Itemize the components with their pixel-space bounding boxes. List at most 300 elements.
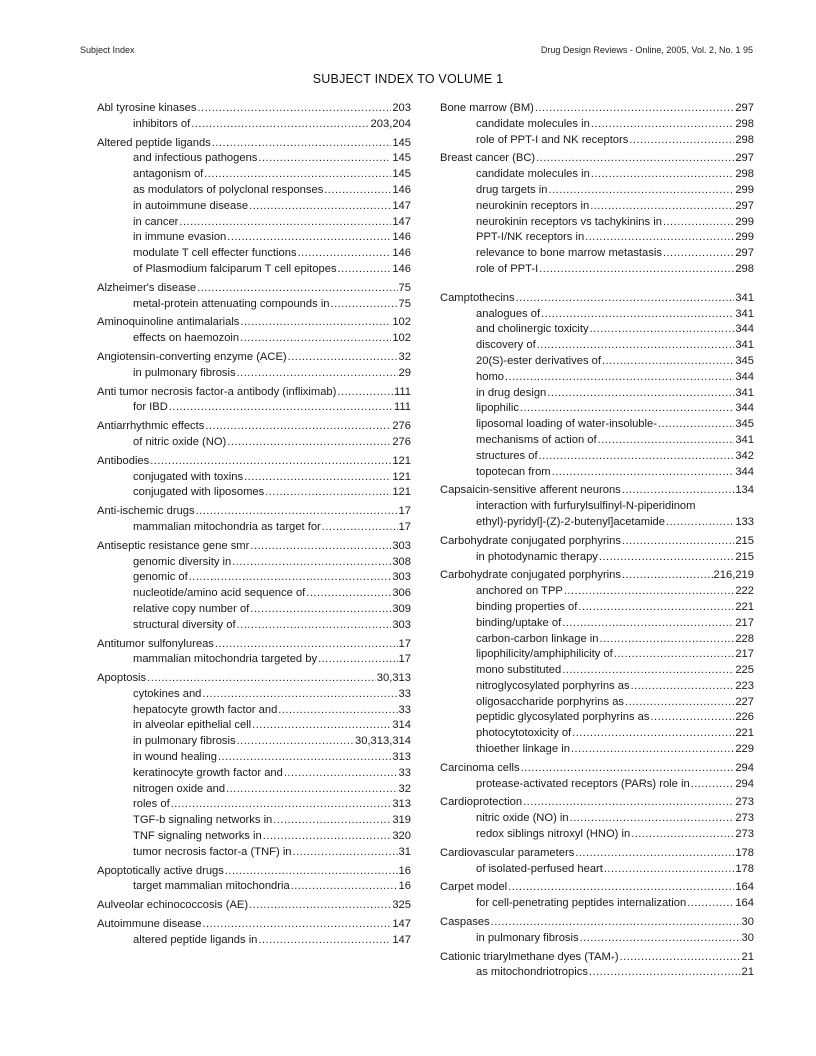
dot-leader <box>225 864 398 880</box>
page-numbers: 178 <box>735 862 754 875</box>
index-subentry <box>440 584 754 600</box>
subentry-term: peptidic glycosylated porphyrins as <box>476 711 650 724</box>
index-subentry <box>97 933 411 949</box>
dot-leader <box>591 117 735 133</box>
dot-leader <box>516 291 735 307</box>
index-group <box>97 454 411 501</box>
index-subentry <box>440 246 754 262</box>
dot-leader <box>625 695 734 711</box>
entry-term: Autoimmune disease <box>97 918 202 931</box>
page-numbers: 121 <box>392 470 411 483</box>
index-entry <box>440 151 754 167</box>
page-numbers: 121 <box>392 454 411 467</box>
index-group <box>97 637 411 669</box>
dot-leader <box>591 167 735 183</box>
subentry-term: candidate molecules in <box>476 168 590 181</box>
subentry-term: anchored on TPP <box>476 585 563 598</box>
dot-leader <box>198 101 392 117</box>
dot-leader <box>578 600 734 616</box>
index-entry <box>97 419 411 435</box>
dot-leader <box>599 550 734 566</box>
entry-term: Antibodies <box>97 454 150 467</box>
subentry-term: conjugated with liposomes <box>133 486 265 499</box>
page-numbers: 297 <box>735 152 754 165</box>
dot-leader <box>169 400 393 416</box>
dot-leader <box>171 797 392 813</box>
page-numbers: 111 <box>393 385 411 398</box>
entry-term: Alzheimer's disease <box>97 281 197 294</box>
index-subentry <box>97 829 411 845</box>
index-group <box>97 419 411 451</box>
page-numbers: 32 <box>398 350 411 363</box>
dot-leader <box>598 433 735 449</box>
page-numbers: 31 <box>398 845 411 858</box>
dot-leader <box>324 183 391 199</box>
index-entry <box>97 504 411 520</box>
index-subentry <box>440 695 754 711</box>
dot-leader <box>278 703 397 719</box>
index-subentry <box>97 734 411 750</box>
entry-term: Aulveolar echinococcosis (AE) <box>97 899 249 912</box>
page-numbers: 30 <box>741 931 754 944</box>
index-group <box>97 101 411 133</box>
index-subentry <box>440 199 754 215</box>
subentry-term: oligosaccharide porphyrins as <box>476 695 625 708</box>
subentry-term: in pulmonary fibrosis <box>133 366 236 379</box>
page-numbers: 314 <box>392 719 411 732</box>
index-subentry <box>97 602 411 618</box>
page-numbers: 276 <box>392 435 411 448</box>
subentry-term: relative copy number of <box>133 602 250 615</box>
index-subentry <box>97 879 411 895</box>
dot-leader <box>589 965 741 981</box>
page-numbers: 308 <box>392 555 411 568</box>
dot-leader <box>237 618 392 634</box>
dot-leader <box>306 586 391 602</box>
subentry-term: as mitochondriotropics <box>476 966 588 979</box>
page-numbers: 203,204 <box>370 117 411 130</box>
subentry-term: neurokinin receptors in <box>476 199 590 212</box>
dot-leader <box>212 136 392 152</box>
dot-leader <box>663 215 734 231</box>
index-group <box>97 281 411 313</box>
index-subentry <box>97 297 411 313</box>
index-subentry <box>97 766 411 782</box>
subentry-term: mammalian mitochondria as target for <box>133 520 321 533</box>
dot-leader <box>536 151 734 167</box>
page-numbers: 21 <box>741 966 754 979</box>
page-numbers: 294 <box>735 761 754 774</box>
subentry-term: of Plasmodium falciparum T cell epitopes <box>133 262 337 275</box>
index-entry <box>440 568 754 584</box>
index-entry <box>440 795 754 811</box>
page-numbers: 344 <box>735 323 754 336</box>
subentry-term: discovery of <box>476 339 536 352</box>
subentry-term: in wound healing <box>133 751 217 764</box>
index-entry <box>97 917 411 933</box>
index-entry <box>440 846 754 862</box>
page-numbers: 17 <box>398 653 411 666</box>
dot-leader <box>651 710 735 726</box>
subentry-term: effects on haemozoin <box>133 332 240 345</box>
index-subentry <box>97 813 411 829</box>
index-subentry <box>440 896 754 912</box>
subentry-term: for cell-penetrating peptides internalization <box>476 897 687 910</box>
subentry-term: tumor necrosis factor-a (TNF) in <box>133 845 292 858</box>
page-numbers: 134 <box>735 484 754 497</box>
index-group <box>440 761 754 793</box>
subentry-term: mono substituted <box>476 664 562 677</box>
index-subentry <box>97 520 411 536</box>
subentry-term: and cholinergic toxicity <box>476 323 589 336</box>
index-subentry <box>440 777 754 793</box>
page-numbers: 344 <box>735 402 754 415</box>
dot-leader <box>240 315 391 331</box>
page-numbers: 203 <box>392 102 411 114</box>
dot-leader <box>202 687 397 703</box>
index-group <box>440 880 754 912</box>
index-subentry <box>440 307 754 323</box>
page-numbers: 216,219 <box>713 569 754 582</box>
dot-leader <box>508 880 734 896</box>
index-subentry <box>97 435 411 451</box>
index-entry <box>440 101 754 117</box>
index-group <box>440 291 754 481</box>
page-numbers: 297 <box>735 247 754 260</box>
dot-leader <box>179 215 391 231</box>
page-numbers: 147 <box>392 215 411 228</box>
dot-leader <box>338 262 392 278</box>
entry-term: Anti tumor necrosis factor-a antibody (infliximab) <box>97 385 337 398</box>
index-subentry <box>440 117 754 133</box>
page-numbers: 146 <box>392 231 411 244</box>
entry-term: Caspases <box>440 916 490 929</box>
page-numbers: 178 <box>735 846 754 859</box>
dot-leader <box>547 386 734 402</box>
index-entry <box>97 671 411 687</box>
entry-term: Altered peptide ligands <box>97 136 211 149</box>
subentry-term: altered peptide ligands in <box>133 933 258 946</box>
index-entry <box>97 315 411 331</box>
page-numbers: 16 <box>398 880 411 893</box>
dot-leader <box>284 766 398 782</box>
subentry-term: in cancer <box>133 215 179 228</box>
page-numbers: 164 <box>735 881 754 894</box>
index-subentry <box>440 433 754 449</box>
index-subentry <box>440 417 754 433</box>
index-subentry <box>97 230 411 246</box>
entry-term: Antitumor sulfonylureas <box>97 637 214 650</box>
index-subentry <box>440 679 754 695</box>
index-column-left <box>97 101 411 952</box>
index-subentry <box>440 515 754 531</box>
page-numbers: 298 <box>735 262 754 275</box>
dot-leader <box>218 750 391 766</box>
entry-term: Anti-ischemic drugs <box>97 505 195 518</box>
index-entry <box>97 864 411 880</box>
index-subentry <box>440 215 754 231</box>
index-subentry <box>440 616 754 632</box>
index-subentry <box>440 811 754 827</box>
index-subentry <box>440 862 754 878</box>
index-subentry <box>97 555 411 571</box>
dot-leader <box>191 117 369 133</box>
dot-leader <box>575 846 734 862</box>
page-numbers: 121 <box>392 486 411 499</box>
dot-leader <box>572 726 734 742</box>
subentry-term: role of PPT-I <box>476 262 539 275</box>
index-subentry <box>97 151 411 167</box>
index-subentry <box>97 262 411 278</box>
dot-leader <box>570 811 735 827</box>
subentry-term: in drug design <box>476 386 547 399</box>
index-subentry <box>440 931 754 947</box>
index-subentry <box>440 133 754 149</box>
subentry-term: neurokinin receptors vs tachykinins in <box>476 215 662 228</box>
subentry-term: photocytotoxicity of <box>476 727 572 740</box>
subentry-term: genomic diversity in <box>133 555 232 568</box>
index-entry <box>97 350 411 366</box>
page-numbers: 33 <box>398 703 411 716</box>
index-subentry <box>97 366 411 382</box>
index-subentry <box>97 618 411 634</box>
page-numbers: 111 <box>393 401 411 414</box>
page-numbers: 133 <box>735 515 754 528</box>
page-numbers: 33 <box>398 687 411 700</box>
dot-leader <box>197 281 397 297</box>
subentry-term: carbon-carbon linkage in <box>476 632 599 645</box>
dot-leader <box>539 449 735 465</box>
term-suffix: ) <box>614 950 619 963</box>
index-subentry <box>440 167 754 183</box>
page-numbers: 341 <box>735 339 754 352</box>
dot-leader <box>244 470 391 486</box>
entry-term: Cationic triarylmethane dyes (TAM <box>440 950 611 963</box>
subentry-term: of isolated-perfused heart <box>476 862 603 875</box>
subentry-term: genomic of <box>133 571 188 584</box>
page-numbers: 345 <box>735 354 754 367</box>
index-subentry <box>440 183 754 199</box>
dot-leader <box>204 167 391 183</box>
page-numbers: 228 <box>735 632 754 645</box>
page-numbers: 313 <box>392 751 411 764</box>
page-numbers: 17 <box>398 520 411 533</box>
page-numbers: 341 <box>735 433 754 446</box>
page-numbers: 298 <box>735 117 754 130</box>
dot-leader <box>614 647 735 663</box>
page-numbers: 217 <box>735 648 754 661</box>
dot-leader <box>318 652 397 668</box>
page-numbers: 309 <box>392 602 411 615</box>
page-numbers: 344 <box>735 465 754 478</box>
dot-leader <box>232 555 391 571</box>
index-entry: Cationic triarylmethane dyes (TAM + ) ..... 21 <box>440 950 754 966</box>
page-numbers: 345 <box>735 418 754 431</box>
page-numbers: 303 <box>392 571 411 584</box>
subentry-term: TNF signaling networks in <box>133 830 262 843</box>
dot-leader <box>622 483 735 499</box>
dot-leader <box>663 246 734 262</box>
index-subentry <box>440 262 754 278</box>
page-numbers: 75 <box>398 297 411 310</box>
index-subentry <box>97 570 411 586</box>
subentry-term: lipophilicity/amphiphilicity of <box>476 648 613 661</box>
entry-term: Camptothecins <box>440 291 515 304</box>
index-subentry <box>440 322 754 338</box>
dot-leader <box>622 534 734 550</box>
index-subentry <box>97 199 411 215</box>
index-entry <box>440 534 754 550</box>
index-group <box>97 864 411 896</box>
subentry-term: thioether linkage in <box>476 743 570 756</box>
subentry-term: 20(S)-ester derivatives of <box>476 354 601 367</box>
page-numbers: 341 <box>735 307 754 320</box>
dot-leader <box>535 101 734 117</box>
dot-leader <box>666 515 734 531</box>
page-numbers: 227 <box>735 695 754 708</box>
index-subentry <box>97 485 411 501</box>
index-subentry <box>440 354 754 370</box>
index-group <box>97 315 411 347</box>
page-numbers: 217 <box>735 616 754 629</box>
page-numbers: 306 <box>392 587 411 600</box>
index-group <box>440 795 754 842</box>
subentry-term: binding/uptake of <box>476 616 562 629</box>
subentry-term: nitrogen oxide and <box>133 782 226 795</box>
dot-leader <box>258 933 391 949</box>
dot-leader <box>237 734 354 750</box>
page-numbers: 21 <box>741 950 754 963</box>
subentry-term: mechanisms of action of <box>476 433 597 446</box>
dot-leader <box>521 761 735 777</box>
index-group <box>440 846 754 878</box>
page-numbers: 226 <box>735 711 754 724</box>
page-numbers: 299 <box>735 215 754 228</box>
dot-leader <box>205 419 391 435</box>
subentry-term: keratinocyte growth factor and <box>133 766 283 779</box>
page-numbers: 225 <box>735 664 754 677</box>
entry-term: Apoptosis <box>97 672 147 685</box>
index-entry <box>97 539 411 555</box>
index-group <box>97 539 411 634</box>
index-subentry <box>440 230 754 246</box>
subentry-term: in autoimmune disease <box>133 199 249 212</box>
page-numbers: 146 <box>392 247 411 260</box>
subentry-term: as modulators of polyclonal responses <box>133 183 324 196</box>
dot-leader <box>331 297 398 313</box>
entry-term: Bone marrow (BM) <box>440 102 534 114</box>
index-group <box>440 483 754 530</box>
index-subentry <box>440 726 754 742</box>
subentry-term: role of PPT-I and NK receptors <box>476 133 629 146</box>
section-label: Subject Index <box>80 45 135 55</box>
dot-leader <box>571 742 734 758</box>
subentry-term-line: interaction with furfurylsulfinyl-N-piperidinom <box>476 500 696 513</box>
index-subentry <box>97 183 411 199</box>
dot-leader <box>237 366 398 382</box>
page-numbers: 344 <box>735 370 754 383</box>
dot-leader <box>288 350 398 366</box>
dot-leader <box>631 679 735 695</box>
index-subentry <box>440 742 754 758</box>
entry-term: Angiotensin-converting enzyme (ACE) <box>97 350 287 363</box>
subentry-term: homo <box>476 370 504 383</box>
page-numbers: 145 <box>392 168 411 181</box>
index-subentry <box>440 647 754 663</box>
page-numbers: 147 <box>392 918 411 931</box>
dot-leader <box>562 616 734 632</box>
index-subentry <box>97 400 411 416</box>
dot-leader <box>265 485 391 501</box>
page-numbers: 30,313,314 <box>355 735 411 748</box>
entry-term: Cardioprotection <box>440 796 523 809</box>
page-numbers: 102 <box>392 332 411 345</box>
index-subentry <box>97 845 411 861</box>
page-numbers: 16 <box>398 864 411 877</box>
dot-leader <box>227 435 391 451</box>
index-group <box>440 534 754 566</box>
page-numbers: 17 <box>398 637 411 650</box>
subentry-term: metal-protein attenuating compounds in <box>133 297 330 310</box>
dot-leader <box>298 246 392 262</box>
dot-leader <box>602 354 734 370</box>
index-entry <box>440 291 754 307</box>
page-numbers: 276 <box>392 420 411 433</box>
index-subentry <box>440 632 754 648</box>
dot-leader <box>226 782 397 798</box>
page-numbers: 164 <box>735 897 754 910</box>
index-group <box>97 917 411 949</box>
page-numbers: 32 <box>398 782 411 795</box>
dot-leader <box>263 829 392 845</box>
page-numbers: 297 <box>735 102 754 114</box>
index-subentry <box>440 663 754 679</box>
index-subentry <box>97 687 411 703</box>
subentry-term: protease-activated receptors (PARs) role in <box>476 777 690 790</box>
dot-leader <box>273 813 391 829</box>
subentry-term: topotecan from <box>476 465 551 478</box>
entry-term: Abl tyrosine kinases <box>97 102 197 114</box>
dot-leader <box>620 950 741 966</box>
index-group <box>440 101 754 148</box>
page-numbers: 298 <box>735 168 754 181</box>
index-subentry <box>440 449 754 465</box>
page-title: SUBJECT INDEX TO VOLUME 1 <box>312 72 504 86</box>
page-numbers: 215 <box>735 534 754 547</box>
index-entry <box>97 101 411 117</box>
dot-leader <box>337 385 393 401</box>
index-subentry <box>97 652 411 668</box>
subentry-term: and infectious pathogens <box>133 152 258 165</box>
dot-leader <box>539 262 734 278</box>
page-numbers: 147 <box>392 199 411 212</box>
dot-leader <box>604 862 734 878</box>
page-numbers: 223 <box>735 679 754 692</box>
index-subentry <box>440 401 754 417</box>
page-numbers: 33 <box>398 766 411 779</box>
index-group <box>97 504 411 536</box>
index-entry <box>440 761 754 777</box>
subentry-term: TGF-b signaling networks in <box>133 814 273 827</box>
index-group <box>97 350 411 382</box>
subentry-term: ethyl)-pyridyl]-(Z)-2-butenyl]acetamide <box>476 515 666 528</box>
entry-term: Carbohydrate conjugated porphyrins <box>440 569 621 582</box>
index-group <box>440 915 754 947</box>
page-numbers: 273 <box>735 828 754 841</box>
subentry-term: modulate T cell effecter functions <box>133 247 297 260</box>
index-subentry <box>440 550 754 566</box>
subentry-term: PPT-I/NK receptors in <box>476 231 585 244</box>
